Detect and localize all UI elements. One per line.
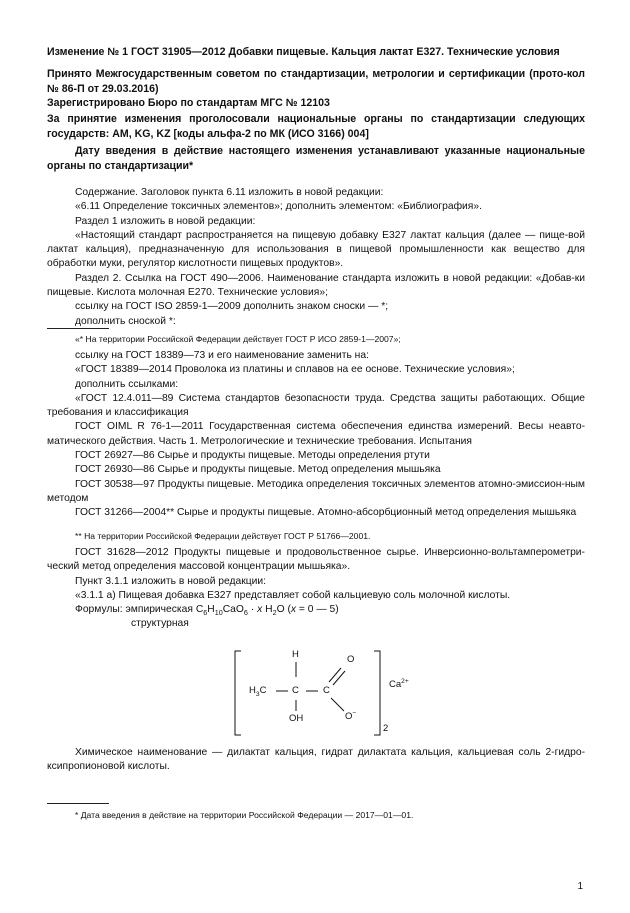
registered-note: Зарегистрировано Бюро по стандартам МГС № 12103 [47, 97, 330, 109]
footnote-r: ** На территории Российской Федерации действует ГОСТ Р 51766—2001. [75, 531, 371, 541]
paragraph: ГОСТ OIML R 76-1—2011 Государственная система обеспечения единства измерений. Весы неавто-матического действия. Часть 1. Метрологические и технические требования. Испытания [47, 421, 585, 447]
paragraph: ГОСТ 31266—2004** Сырье и продукты пищевые. Атомно-абсорбционный метод определения мышьяка [75, 507, 577, 519]
content-block-3 [47, 546, 585, 632]
accepted-note: Принято Межгосударственным советом по стандартизации, метрологии и сертификации (прото-кол № 86-П от 29.03.2016) [47, 68, 585, 95]
paragraph: ГОСТ 31628—2012 Продукты пищевые и продовольственное сырье. Инверсионно-вольтамперометри-ческий метод определения массовой концентрации мышьяка». [47, 547, 585, 573]
atom-ca: $Ca^{2+}$ [389, 677, 409, 690]
formulas-label: Формулы: эмпирическая [75, 604, 193, 616]
structural-label: структурная [131, 618, 189, 630]
paragraph: Раздел 2. Ссылка на ГОСТ 490—2006. Наименование стандарта изложить в новой редакции: «Добав-ки пищевые. Кислота молочная Е270. Технические условия»; [47, 272, 585, 299]
paragraph: «ГОСТ 18389—2014 Проволока из платины и сплавов на ее основе. Технические условия»; [75, 364, 515, 376]
paragraph: ссылку на ГОСТ 18389—73 и его наименование заменить на: [75, 350, 369, 361]
paragraph: Раздел 1 изложить в новой редакции: [75, 215, 256, 227]
empirical-formula: $C_6H_{10}CaO_6 \cdot x$ $H_2O$ (x = 0 — 5) [195, 604, 339, 618]
footnote-iso: «* На территории Российской Федерации действует ГОСТ Р ИСО 2859-1—2007»; [75, 334, 401, 344]
paragraph: «6.11 Определение токсичных элементов»; дополнить элементом: «Библиография». [75, 201, 482, 213]
paragraph: «ГОСТ 12.4.011—89 Система стандартов безопасности труда. Средства защиты работающих. Общие требования и классификация [47, 392, 585, 419]
structural-formula [232, 648, 412, 740]
chemical-name: Химическое наименование — дилактат кальция, гидрат дилактата кальция, кальциевая соль 2-гидро-ксипропионовой кислоты. [47, 747, 585, 773]
content-block-2 [47, 349, 585, 521]
footnote-rule [47, 328, 109, 329]
paragraph: дополнить сноской *: [75, 315, 176, 327]
paragraph: Пункт 3.1.1 изложить в новой редакции: [75, 575, 267, 587]
effective-date-note: Дату введения в действие настоящего изменения устанавливают указанные национальные органы по стандартизации* [47, 145, 585, 172]
page-number: 1 [577, 881, 583, 892]
paragraph: «3.1.1 а) Пищевая добавка Е327 представляет собой кальциевую соль молочной кислоты. [75, 589, 511, 601]
paragraph: ГОСТ 26930—86 Сырье и продукты пищевые. Метод определения мышьяка [75, 464, 441, 476]
paragraph: ГОСТ 26927—86 Сырье и продукты пищевые. Методы определения ртути [75, 450, 430, 462]
amendment-title: Изменение № 1 ГОСТ 31905—2012 Добавки пищевые. Кальция лактат Е327. Технические условия [47, 46, 560, 58]
atom-oh: OH [289, 713, 304, 724]
paragraph: Содержание. Заголовок пункта 6.11 изложить в новой редакции: [75, 187, 384, 198]
content-block-4 [47, 746, 585, 775]
footnote-rule [47, 803, 109, 804]
footnote-date: * Дата введения в действие на территории Российской Федерации — 2017—01—01. [75, 810, 414, 820]
atom-o-top: O [347, 654, 355, 665]
paragraph: ссылку на ГОСТ ISO 2859-1—2009 дополнить знаком сноски — *; [75, 301, 389, 313]
bracket-subscript: 2 [383, 723, 389, 734]
atom-c2: C [323, 685, 330, 696]
paragraph: ГОСТ 30538—97 Продукты пищевые. Методика определения токсичных элементов атомно-эмиссион-ным методом [47, 478, 585, 504]
atom-h: H [292, 649, 299, 660]
atom-c1: C [292, 685, 299, 696]
voting-states: За принятие изменения проголосовали национальные органы по стандартизации следующих государств: AM, KG, KZ [коды альфа-2 по МК (ИСО 3166) 004] [47, 113, 585, 140]
formula-empirical [47, 603, 585, 617]
paragraph: «Настоящий стандарт распространяется на пищевую добавку Е327 лактат кальция (далее — пище-вой лактат кальция), предназначенную для использования в пищевой промышленности как вещество для обработки муки, регулятор кислотности пищевых продуктов». [47, 229, 585, 270]
paragraph: дополнить ссылками: [75, 378, 179, 390]
atom-o-minus: O− [345, 709, 357, 722]
content-block-1 [47, 186, 585, 329]
atom-h3c: $H_3C$ [249, 685, 267, 698]
